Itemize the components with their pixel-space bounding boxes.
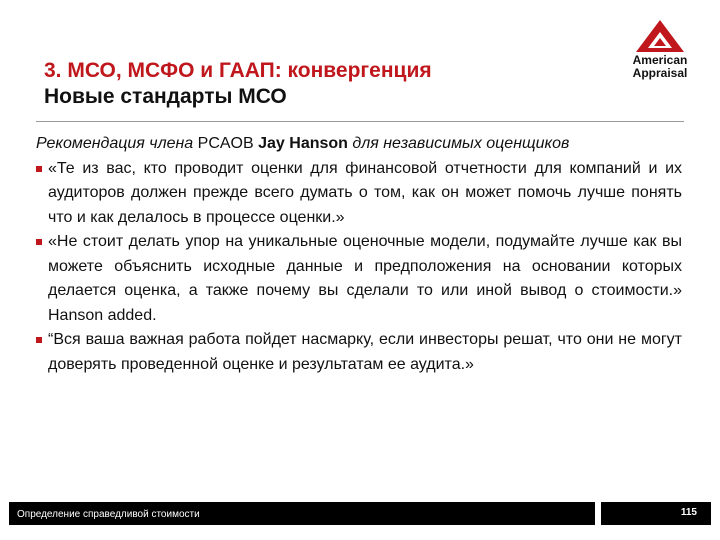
- intro-org: PCAOB: [197, 135, 254, 152]
- bullet-item: [36, 230, 682, 328]
- bullet-item: [36, 157, 682, 231]
- bullet-square-icon: [36, 239, 42, 245]
- intro-paragraph: [36, 132, 682, 157]
- triangle-logo-icon: [634, 18, 686, 54]
- title-line-2: Новые стандарты МСО: [44, 85, 287, 108]
- bullet-square-icon: [36, 166, 42, 172]
- bullet-text: “Вся ваша важная работа пойдет насмарку, если инвесторы решат, что они не могут доверять проведенной оценке и результатам ее аудита.»: [48, 331, 682, 373]
- intro-part-1: Рекомендация члена: [36, 135, 198, 152]
- logo-text: [620, 54, 700, 80]
- title-line-1: 3. МСО, МСФО и ГААП: конвергенция: [44, 59, 432, 82]
- bullet-text: «Те из вас, кто проводит оценки для финансовой отчетности для компаний и их аудиторов должен прежде всего думать о том, как он может помочь лучше понять что и как делалось в процессе оценки.»: [48, 159, 682, 226]
- footer-bar: [9, 502, 595, 525]
- logo-line-1: American: [632, 53, 688, 67]
- page-number: 115: [680, 507, 697, 518]
- bullet-text: «Не стоит делать упор на уникальные оценочные модели, подумайте лучше как вы можете объяснить исходные данные и предположения на основании которых делается оценка, а также почему вы сделали то или иной вывод о стоимости.» Hanson added.: [48, 233, 682, 324]
- slide-title: [44, 58, 604, 110]
- footer-text: Определение справедливой стоимости: [17, 509, 200, 520]
- intro-name: Jay Hanson: [258, 135, 348, 152]
- company-logo: [620, 12, 700, 92]
- page-number-box: [601, 502, 711, 525]
- slide-body: [36, 132, 682, 377]
- bullet-square-icon: [36, 337, 42, 343]
- logo-line-2: Appraisal: [632, 66, 688, 80]
- title-divider: [36, 121, 684, 122]
- intro-part-3: для независимых оценщиков: [347, 135, 570, 152]
- bullet-item: [36, 328, 682, 377]
